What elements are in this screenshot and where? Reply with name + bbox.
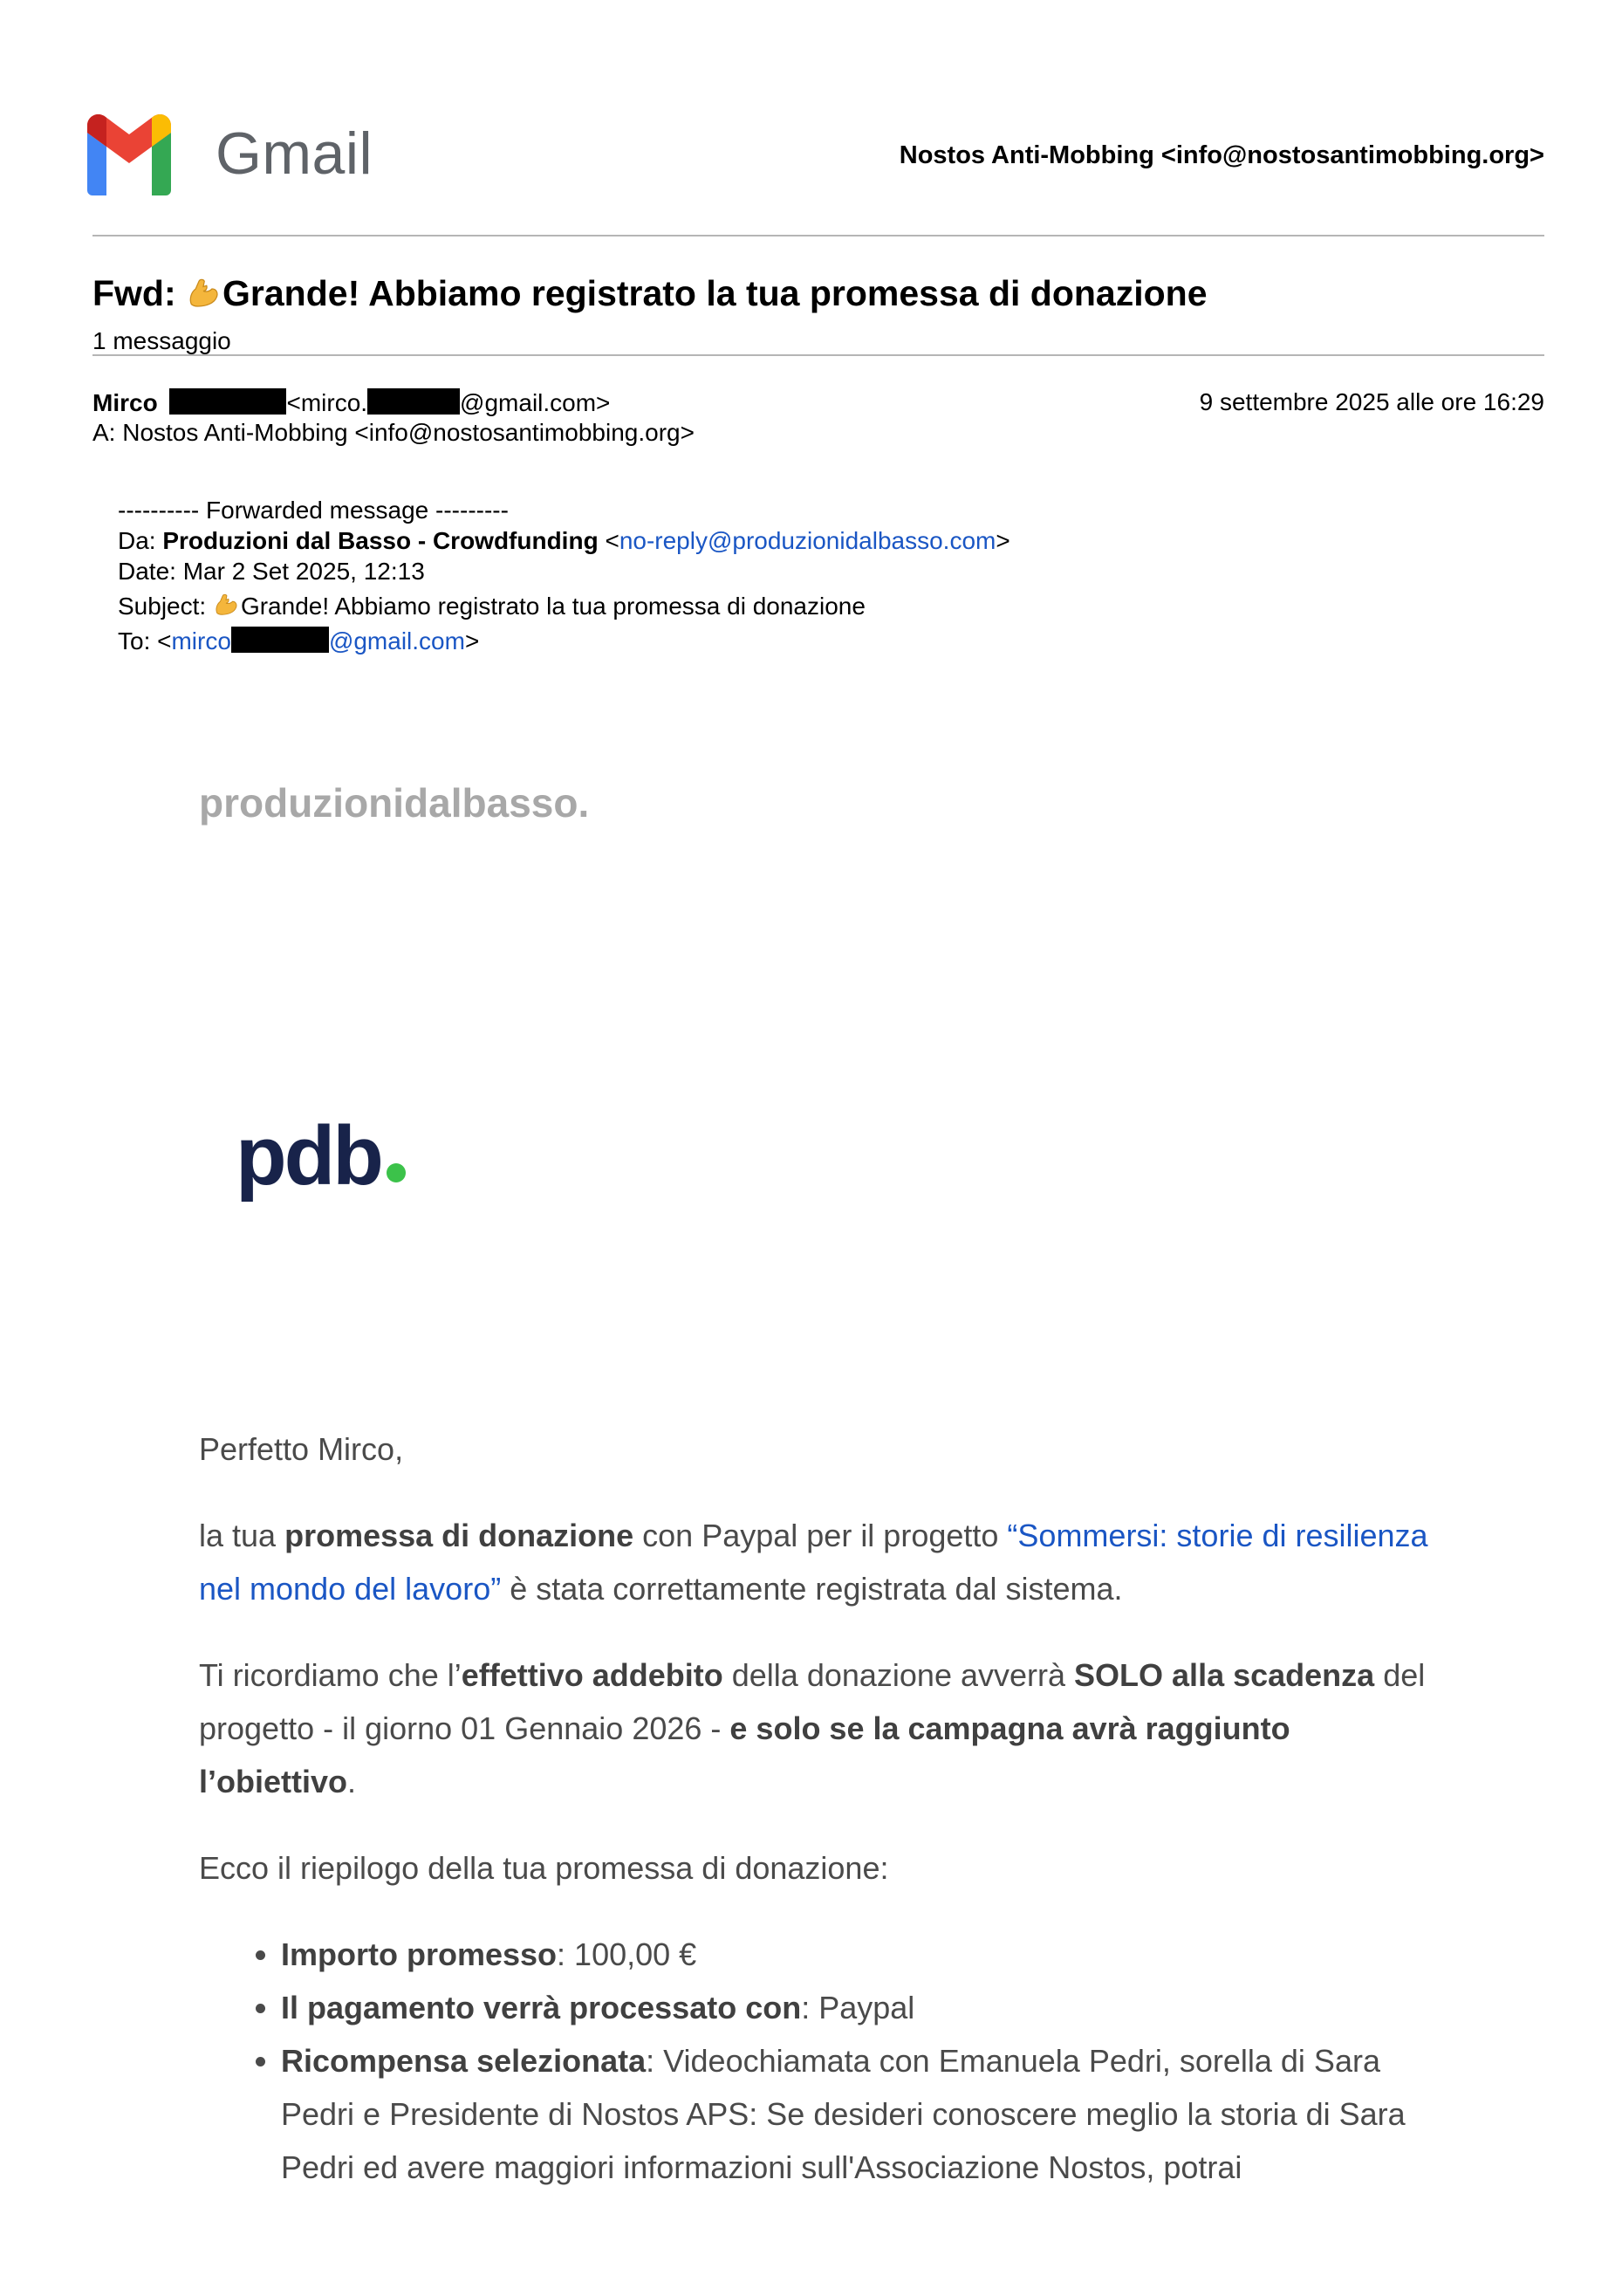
brand-text: produzionidalbasso. bbox=[199, 780, 590, 826]
flexed-biceps-icon bbox=[213, 592, 239, 618]
forward-from: Da: Produzioni dal Basso - Crowdfunding <no-reply@produzionidalbasso.com> bbox=[118, 527, 1010, 554]
sender-name: Mirco bbox=[92, 389, 158, 416]
summary-list bbox=[199, 1928, 1455, 2194]
email-body bbox=[199, 1422, 1455, 2194]
redaction-bar bbox=[169, 388, 286, 415]
message-count: 1 messaggio bbox=[92, 327, 231, 354]
subject-divider bbox=[92, 354, 1544, 356]
paragraph-3: Ecco il riepilogo della tua promessa di donazione: bbox=[199, 1850, 889, 1886]
greeting: Perfetto Mirco, bbox=[199, 1431, 404, 1467]
from-email-link[interactable]: no-reply@produzionidalbasso.com bbox=[619, 527, 996, 554]
redaction-bar bbox=[367, 388, 460, 415]
project-link[interactable]: “Sommersi: storie di resilienza nel mondo del lavoro” bbox=[199, 1518, 1428, 1607]
forwarded-header bbox=[118, 495, 1010, 656]
sender-row bbox=[92, 388, 1544, 417]
message-date: 9 settembre 2025 alle ore 16:29 bbox=[1199, 388, 1544, 415]
gmail-wordmark: Gmail bbox=[216, 120, 373, 187]
gmail-header bbox=[80, 106, 1544, 202]
forward-subject: Subject: Grande! Abbiamo registrato la tua promessa di donazione bbox=[118, 593, 866, 620]
sender-email-start: <mirco. bbox=[286, 389, 368, 416]
forward-date: Date: Mar 2 Set 2025, 12:13 bbox=[118, 558, 425, 585]
flexed-biceps-icon bbox=[186, 276, 221, 311]
pdb-logo: pdb bbox=[236, 1108, 406, 1204]
to-email-link[interactable]: mirco @gmail.com bbox=[171, 627, 465, 655]
paragraph-2: Ti ricordiamo che l’effettivo addebito della donazione avverrà SOLO alla scadenza del progetto - il giorno 01 Gennaio 2026 - e solo se la campagna avrà raggiunto l’obiettivo. bbox=[199, 1657, 1426, 1799]
recipient-line: A: Nostos Anti-Mobbing <info@nostosantimobbing.org> bbox=[92, 419, 695, 446]
redaction-bar bbox=[231, 627, 329, 653]
paragraph-1: la tua promessa di donazione con Paypal per il progetto “Sommersi: storie di resilienza nel mondo del lavoro” è stata correttamente registrata dal sistema. bbox=[199, 1518, 1428, 1607]
list-item: • Ricompensa selezionata: Videochiamata con Emanuela Pedri, sorella di Sara Pedri e Presidente di Nostos APS: Se desideri conoscere meglio la storia di Sara Pedri ed avere maggiori informazioni sull'Associazione Nostos, potrai bbox=[281, 2034, 1455, 2194]
header-divider bbox=[92, 235, 1544, 236]
list-item: • Importo promesso: 100,00 € bbox=[281, 1928, 1455, 1981]
forward-to: To: <mirco @gmail.com> bbox=[118, 627, 480, 655]
gmail-logo-icon bbox=[80, 113, 178, 195]
forward-separator: ---------- Forwarded message --------- bbox=[118, 497, 509, 524]
list-item: • Il pagamento verrà processato con: Paypal bbox=[281, 1981, 1455, 2034]
account-address: Nostos Anti-Mobbing <info@nostosantimobbing.org> bbox=[899, 141, 1544, 169]
sender-email-end: @gmail.com> bbox=[460, 389, 611, 416]
logo-dot bbox=[387, 1163, 406, 1182]
thread-subject: Fwd: Grande! Abbiamo registrato la tua promessa di donazione bbox=[92, 273, 1208, 313]
